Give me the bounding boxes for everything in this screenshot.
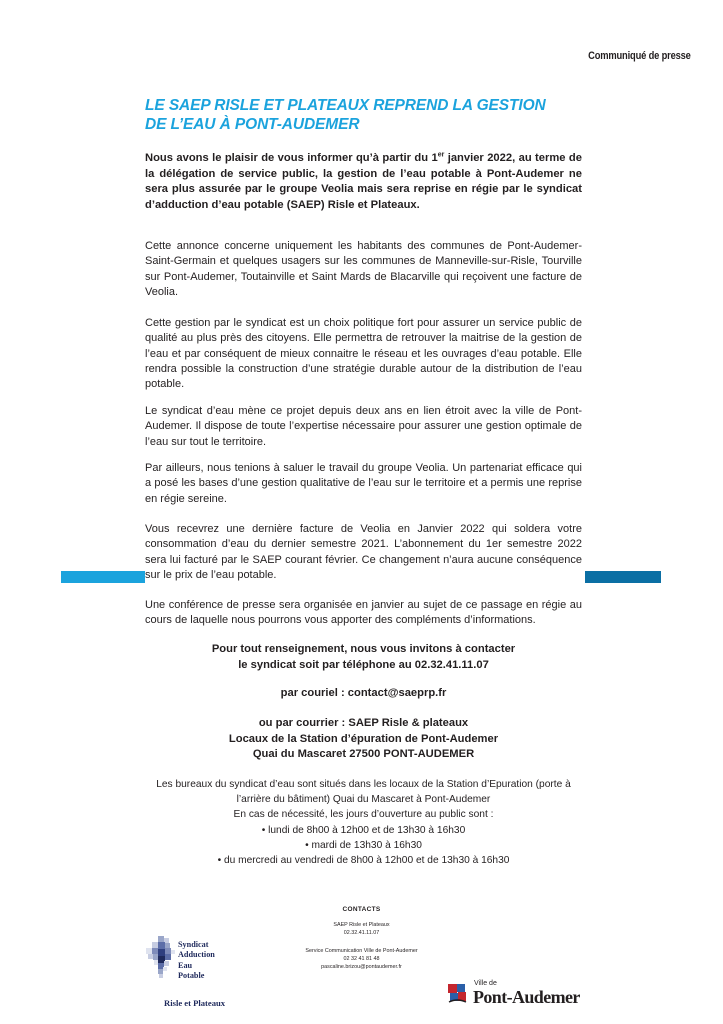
office-hours-block	[130, 777, 597, 868]
saep-logo-tagline: Risle et Plateaux	[164, 998, 226, 1008]
offices-line-4: • lundi de 8h00 à 12h00 et de 13h30 à 16h30	[261, 824, 466, 836]
document-type-label: Communiqué de presse	[588, 50, 691, 62]
contacts-saep-name: SAEP Risle et Plateaux	[333, 922, 390, 928]
paragraph-projet: Le syndicat d’eau mène ce projet depuis deux ans en lien étroit avec la ville de Pont-Audemer. Il dispose de toute l’expertise nécessaire pour assurer une gestion optimale de l’eau sur tout le territoire.	[145, 405, 582, 448]
paragraph-veolia: Par ailleurs, nous tenions à saluer le travail du groupe Veolia. Un partenariat efficace qui a posé les bases d’une gestion qualitative de l’eau sur le territoire et a permis une reprise en régie sereine.	[145, 462, 582, 505]
saep-logo-word: Potable	[178, 971, 205, 981]
pont-audemer-crest-icon	[446, 982, 468, 1006]
paragraph-gestion: Cette gestion par le syndicat est un choix politique fort pour assurer un service public de qualité au plus près des citoyens. Elle permettra de retrouver la maitrise de la gestion de l’eau et par conséquent de mieux connaitre le réseau et les ouvrages d’eau potable. Elle rendra possible la construction d’une stratégie durable autour de la distribution de l’eau potable.	[145, 317, 582, 391]
offices-line-6: • du mercredi au vendredi de 8h00 à 12h00 et de 13h30 à 16h30	[217, 855, 510, 867]
contact-line-1: Pour tout renseignement, nous vous invitons à contacter	[211, 643, 516, 655]
contact-email-line[interactable]: par couriel : contact@saeprp.fr	[280, 687, 447, 699]
lead-paragraph	[145, 151, 582, 213]
lead-text-end: janvier 2022, au terme de la délégation de service public, la gestion de l’eau potable à Pont-Audemer ne sera plus assurée par le groupe Veolia mais sera reprise en régie par le syndicat d’adduction d’eau potable (SAEP) Risle et Plateaux.	[145, 152, 582, 211]
pont-audemer-logo-name: Pont-Audemer	[473, 987, 580, 1007]
pont-audemer-logo-small: Ville de	[474, 980, 497, 987]
offices-line-2: l’arrière du bâtiment) Quai du Mascaret à Pont-Audemer	[236, 794, 491, 806]
saep-logo-word: Adduction	[178, 950, 215, 960]
paragraph-communes: Cette annonce concerne uniquement les habitants des communes de Pont-Audemer-Saint-Germain et quelques usagers sur les communes de Manneville-sur-Risle, Tourville sur Pont-Audemer, Toutainville et Saint Mards de Blacarville qui reçoivent une facture de Veolia.	[145, 240, 582, 298]
contacts-heading: CONTACTS	[342, 906, 381, 913]
offices-line-1: Les bureaux du syndicat d’eau sont situés dans les locaux de la Station d’Epuration (porte à	[156, 779, 571, 790]
contacts-ville-email[interactable]: pascaline.brizou@pontaudemer.fr	[321, 964, 402, 970]
contacts-saep	[270, 921, 453, 937]
headline	[145, 96, 615, 134]
mail-address-block	[145, 716, 582, 763]
saep-logo-word: Syndicat	[178, 940, 209, 949]
pont-audemer-logo	[446, 980, 586, 1010]
contact-phone-block	[145, 642, 582, 673]
lead-superscript: er	[437, 151, 445, 159]
mail-line-1: ou par courrier : SAEP Risle & plateaux	[258, 717, 469, 729]
mail-line-2: Locaux de la Station d’épuration de Pont-Audemer	[228, 732, 499, 745]
paragraph-facture: Vous recevrez une dernière facture de Veolia en Janvier 2022 qui soldera votre consommation d’eau du dernier semestre 2021. L’abonnement du 1er semestre 2022 sera lui facturé par le SAEP courant février. Ce changement n’aura aucune conséquence sur le prix de l’eau potable.	[145, 523, 582, 581]
offices-line-5: • mardi de 13h30 à 16h30	[305, 839, 422, 851]
contacts-ville-phone: 02 32 41 81 48	[343, 956, 380, 962]
saep-logo-words	[178, 940, 215, 982]
headline-line-2: DE L’EAU À PONT-AUDEMER	[145, 116, 360, 133]
contact-line-2: le syndicat soit par téléphone au 02.32.41.11.07	[238, 658, 489, 671]
offices-line-3: En cas de nécessité, les jours d’ouverture au public sont :	[233, 809, 494, 821]
saep-logo	[142, 932, 252, 1010]
decorative-band-right	[585, 571, 661, 583]
paragraph-conference: Une conférence de presse sera organisée en janvier au sujet de ce passage en régie au cours de laquelle nous pourrons vous apporter des compléments d’informations.	[145, 599, 582, 627]
saep-mosaic-icon	[142, 936, 176, 982]
saep-logo-word: Eau	[178, 960, 193, 970]
contacts-saep-phone: 02.32.41.11.07	[343, 930, 380, 936]
contacts-ville-service: Service Communication Ville de Pont-Audemer	[305, 948, 418, 954]
lead-text-start: Nous avons le plaisir de vous informer qu’à partir du 1	[145, 152, 438, 164]
contacts-ville	[270, 947, 453, 971]
mail-line-3: Quai du Mascaret 27500 PONT-AUDEMER	[252, 748, 475, 760]
decorative-band-left	[61, 571, 145, 583]
headline-line-1: LE SAEP RISLE ET PLATEAUX REPREND LA GESTION	[145, 97, 546, 114]
